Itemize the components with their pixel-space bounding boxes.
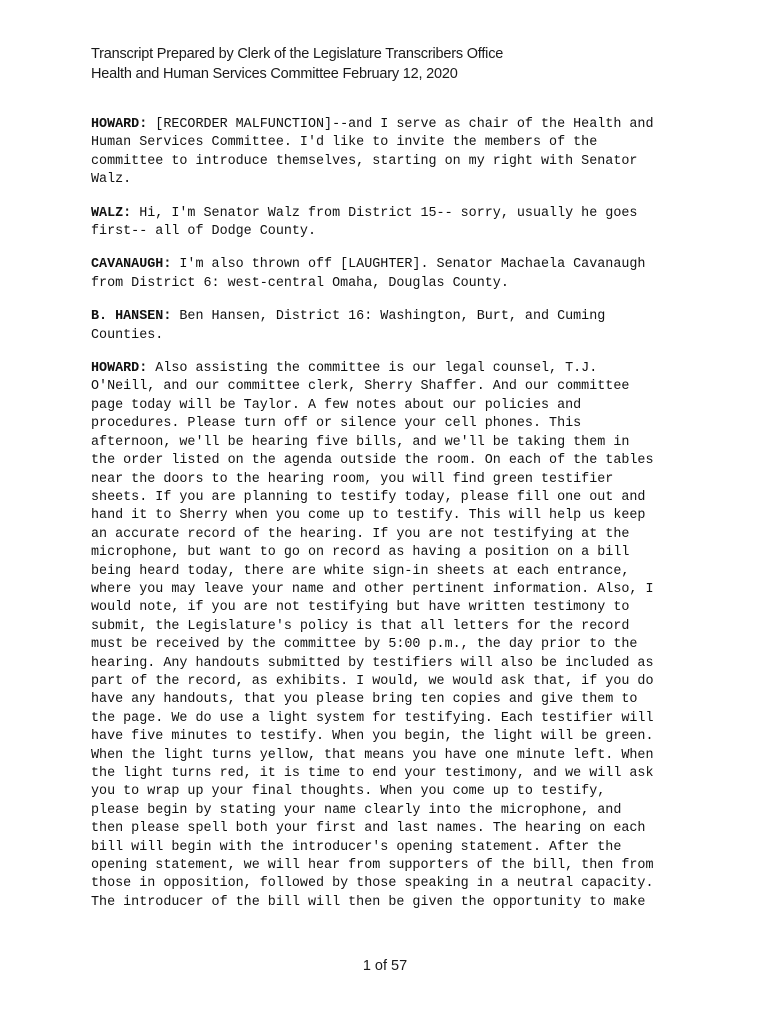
transcript-line (91, 205, 691, 223)
speaker-name: CAVANAUGH: (91, 257, 172, 273)
transcript-line (91, 327, 691, 345)
line-text: Also assisting the committee is our legal counsel, T.J. (147, 361, 598, 377)
line-text: submit, the Legislature's policy is that all letters for the record (91, 618, 630, 634)
transcript-line (91, 507, 691, 525)
transcript-line (91, 618, 691, 636)
line-text: an accurate record of the hearing. If you are not testifying at the (91, 526, 630, 542)
transcript-line (91, 875, 691, 893)
speaker-paragraph (91, 308, 691, 345)
transcript-line (91, 857, 691, 875)
transcript-line (91, 710, 691, 728)
transcript-line (91, 655, 691, 673)
line-text: near the doors to the hearing room, you will find green testifier (91, 471, 614, 487)
line-text: Walz. (91, 172, 132, 188)
line-text: you to wrap up your final thoughts. When you come up to testify, (91, 784, 606, 800)
transcript-line (91, 691, 691, 709)
line-text: [RECORDER MALFUNCTION]--and I serve as chair of the Health and (147, 117, 654, 132)
line-text: the order listed on the agenda outside the room. On each of the tables (91, 453, 654, 469)
line-text: hand it to Sherry when you come up to testify. This will help us keep (91, 508, 646, 524)
transcript-line (91, 820, 691, 838)
line-text: Counties. (91, 327, 164, 343)
line-text: would note, if you are not testifying but have written testimony to (91, 600, 630, 616)
speaker-name: HOWARD: (91, 117, 148, 132)
speaker-paragraph (91, 360, 691, 912)
line-text: O'Neill, and our committee clerk, Sherry Shaffer. And our committee (91, 379, 630, 395)
line-text: afternoon, we'll be hearing five bills, and we'll be taking them in (91, 434, 630, 450)
line-text: those in opposition, followed by those speaking in a neutral capacity. (91, 876, 654, 892)
line-text: part of the record, as exhibits. I would, we would ask that, if you do (91, 673, 654, 689)
transcript-line (91, 581, 691, 599)
transcript-line (91, 599, 691, 617)
transcript-line (91, 397, 691, 415)
transcript-line (91, 783, 691, 801)
transcript-line (91, 802, 691, 820)
transcript-line (91, 636, 691, 654)
line-text: When the light turns yellow, that means you have one minute left. When (91, 747, 654, 763)
line-text: have five minutes to testify. When you begin, the light will be green. (91, 729, 654, 745)
speaker-paragraph (91, 205, 691, 242)
line-text: microphone, but want to go on record as having a position on a bill (91, 545, 630, 561)
line-text: being heard today, there are white sign-in sheets at each entrance, (91, 563, 630, 579)
line-text: please begin by stating your name clearly into the microphone, and (91, 802, 622, 818)
transcript-line (91, 308, 691, 326)
transcript-line (91, 839, 691, 857)
line-text: procedures. Please turn off or silence your cell phones. This (91, 416, 582, 432)
transcript-line (91, 544, 691, 562)
line-text: where you may leave your name and other pertinent information. Also, I (91, 581, 654, 597)
transcript-line (91, 673, 691, 691)
line-text: committee to introduce themselves, starting on my right with Senator (91, 153, 638, 169)
transcript-line (91, 116, 691, 134)
transcript-line (91, 256, 691, 274)
transcript-line (91, 765, 691, 783)
line-text: the page. We do use a light system for testifying. Each testifier will (91, 710, 654, 726)
speaker-name: HOWARD: (91, 361, 148, 377)
line-text: sheets. If you are planning to testify today, please fill one out and (91, 489, 646, 505)
header-title: Transcript Prepared by Clerk of the Legislature Transcribers Office (91, 46, 504, 62)
line-text: opening statement, we will hear from supporters of the bill, then from (91, 858, 654, 874)
line-text: must be received by the committee by 5:00 p.m., the day prior to the (91, 637, 638, 653)
transcript-line (91, 134, 691, 152)
transcript-line (91, 452, 691, 470)
transcript-line (91, 378, 691, 396)
page-header (91, 44, 503, 84)
transcript-line (91, 153, 691, 171)
transcript-line (91, 275, 691, 293)
transcript-line (91, 894, 691, 912)
transcript-line (91, 434, 691, 452)
speaker-paragraph (91, 256, 691, 293)
transcript-line (91, 747, 691, 765)
transcript-line (91, 563, 691, 581)
transcript-line (91, 526, 691, 544)
transcript-line (91, 223, 691, 241)
line-text: Ben Hansen, District 16: Washington, Burt, and Cuming (171, 309, 606, 325)
transcript-line (91, 360, 691, 378)
speaker-name: B. HANSEN: (91, 309, 172, 325)
page-number: 1 of 57 (362, 958, 408, 974)
transcript-line (91, 171, 691, 189)
line-text: Human Services Committee. I'd like to invite the members of the (91, 135, 598, 151)
line-text: page today will be Taylor. A few notes about our policies and (91, 397, 582, 413)
line-text: first-- all of Dodge County. (91, 224, 316, 240)
speaker-paragraph (91, 116, 691, 190)
line-text: then please spell both your first and last names. The hearing on each (91, 821, 646, 837)
line-text: Hi, I'm Senator Walz from District 15-- sorry, usually he goes (131, 205, 638, 221)
transcript-line (91, 471, 691, 489)
transcript-body (91, 116, 691, 927)
transcript-line (91, 489, 691, 507)
line-text: the light turns red, it is time to end your testimony, and we will ask (91, 766, 654, 781)
transcript-line (91, 415, 691, 433)
line-text: from District 6: west-central Omaha, Douglas County. (91, 275, 509, 291)
header-subtitle: Health and Human Services Committee February 12, 2020 (91, 66, 458, 82)
transcript-line (91, 728, 691, 746)
speaker-name: WALZ: (91, 205, 132, 221)
line-text: hearing. Any handouts submitted by testifiers will also be included as (91, 655, 654, 671)
line-text: I'm also thrown off [LAUGHTER]. Senator Machaela Cavanaugh (171, 257, 646, 273)
line-text: have any handouts, that you please bring ten copies and give them to (91, 692, 638, 708)
line-text: bill will begin with the introducer's opening statement. After the (91, 839, 622, 855)
line-text: The introducer of the bill will then be given the opportunity to make (91, 894, 646, 910)
